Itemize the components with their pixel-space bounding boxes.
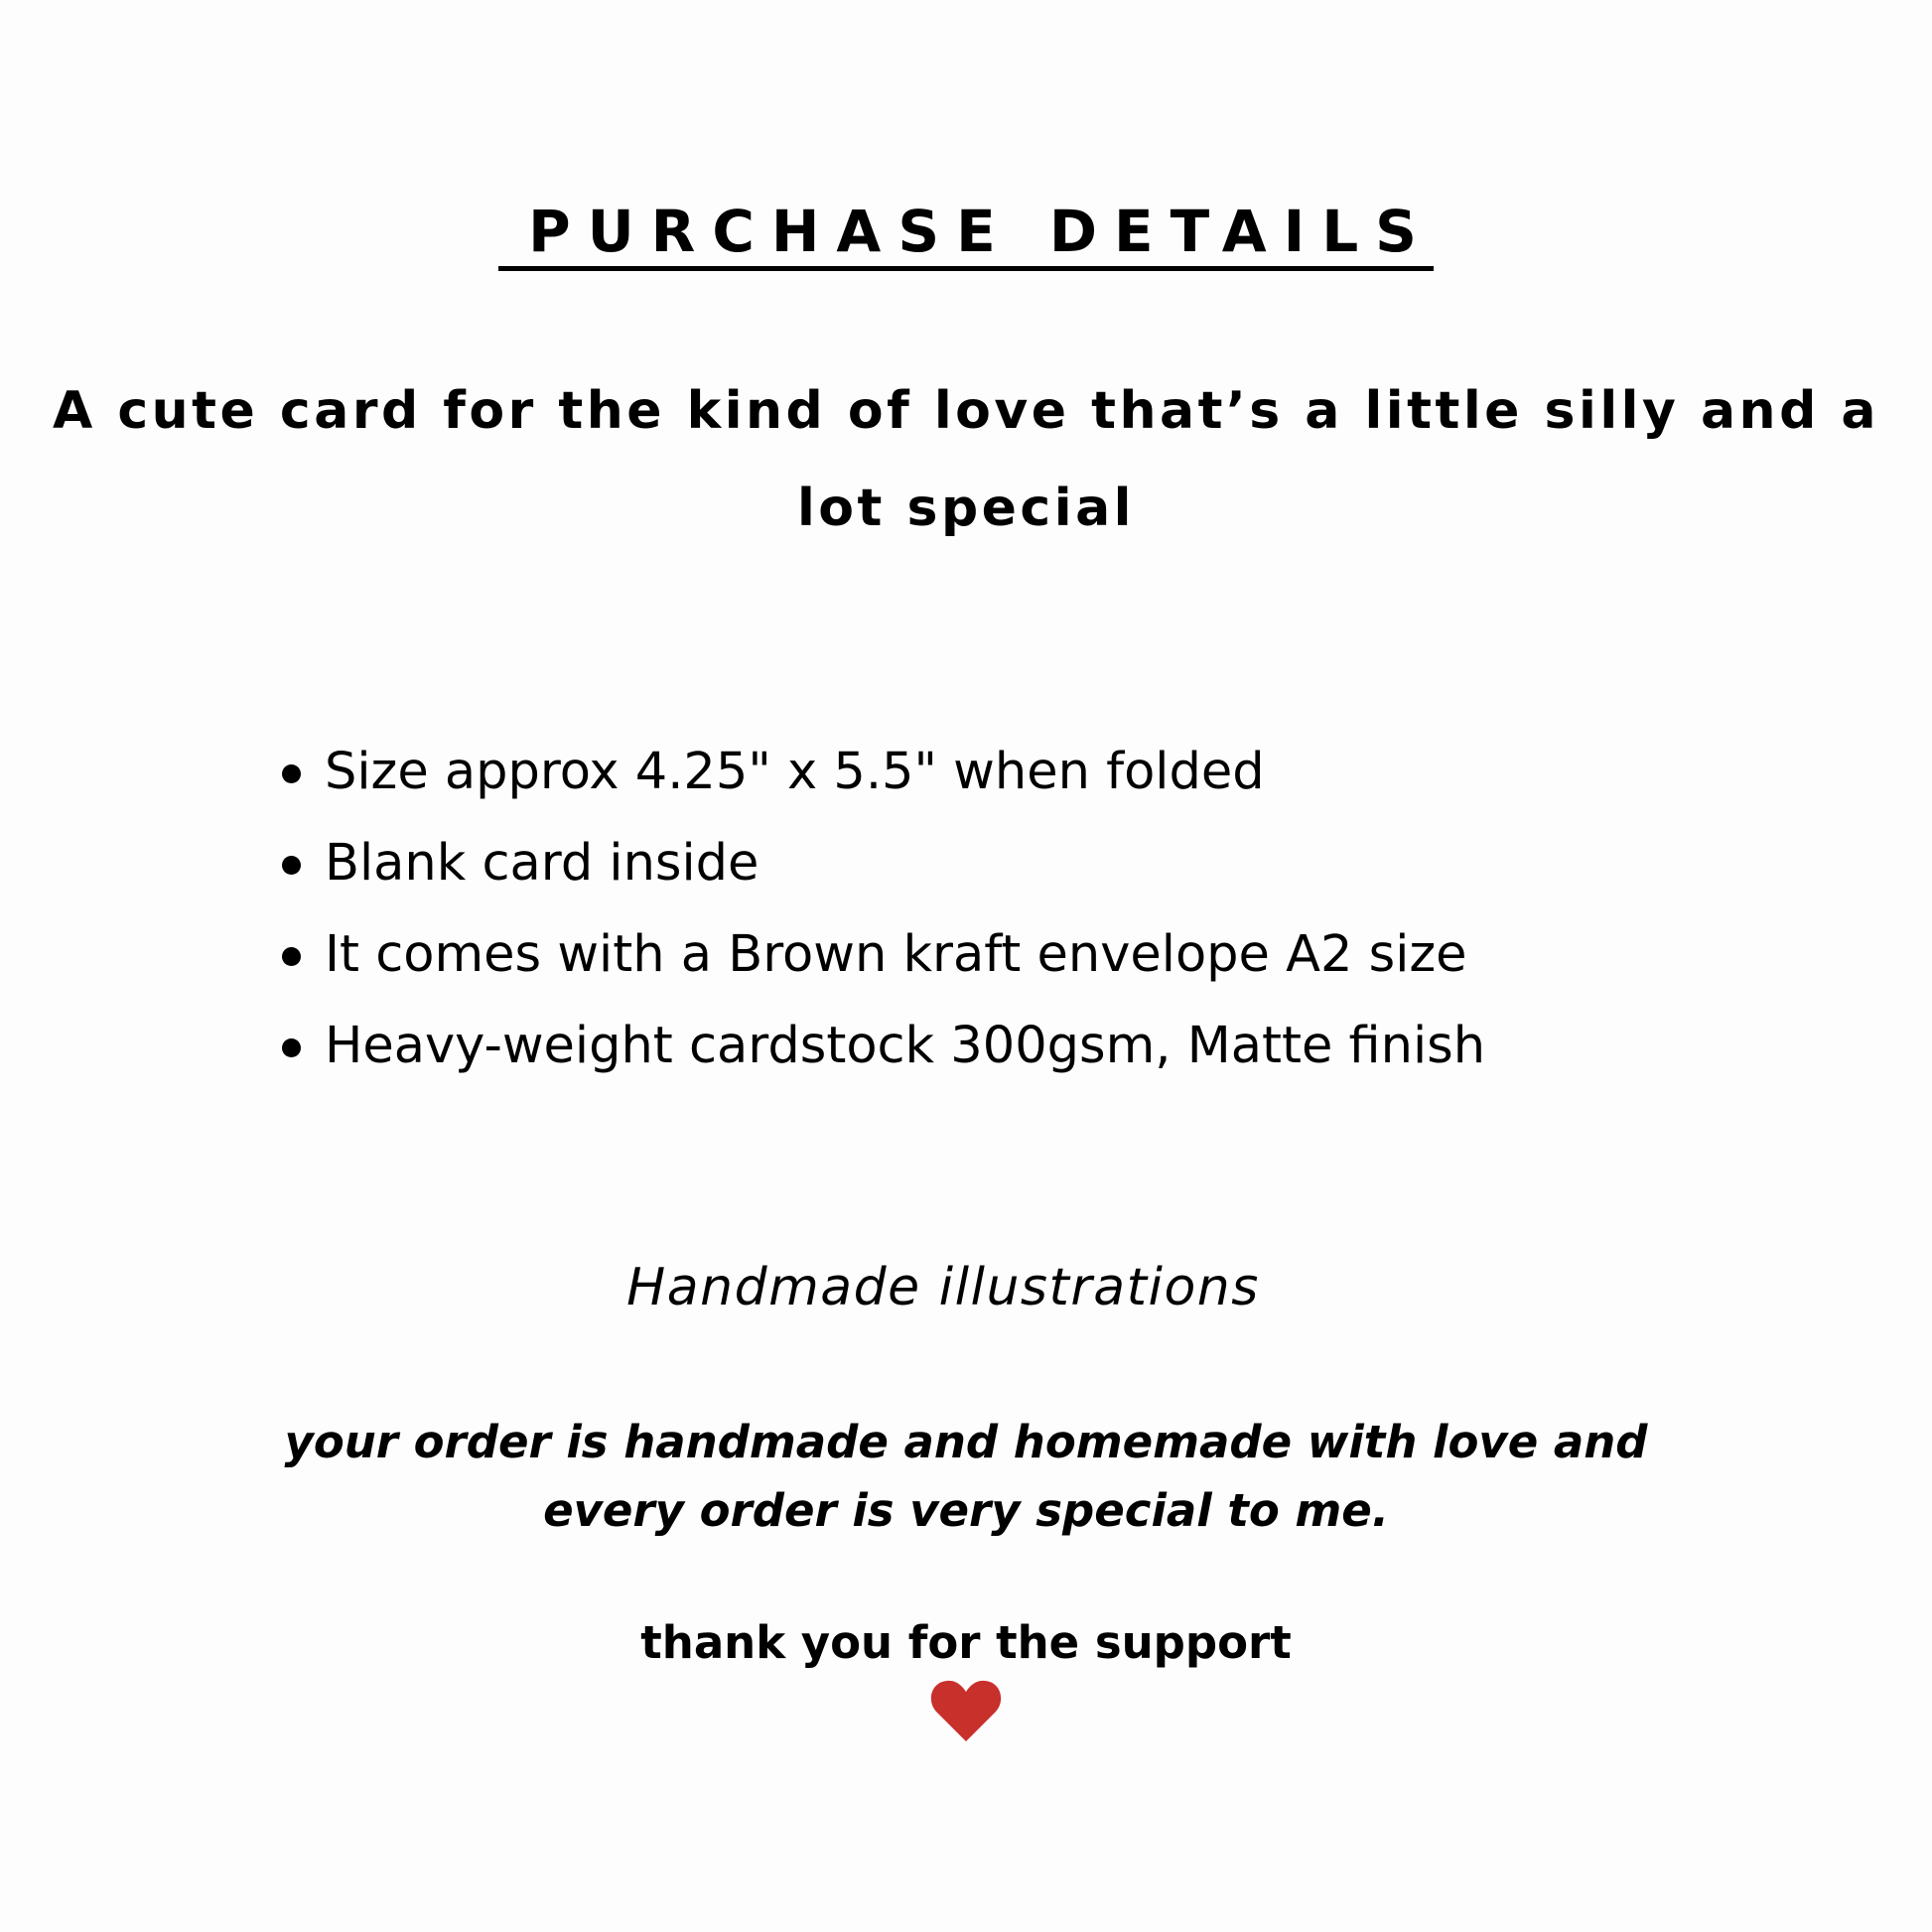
- feature-text: Blank card inside: [325, 834, 759, 893]
- heart-icon: [930, 1678, 1002, 1743]
- page-title: [0, 197, 1932, 271]
- feature-list: [281, 727, 1485, 1092]
- order-note-line-2: every order is very special to me.: [543, 1484, 1389, 1537]
- list-item: [281, 818, 1485, 909]
- page-title-text: PURCHASE DETAILS: [498, 197, 1434, 271]
- order-note: [0, 1408, 1932, 1545]
- list-item: [281, 727, 1485, 818]
- bullet-icon: [282, 856, 301, 875]
- handmade-note: Handmade illustrations: [626, 1258, 1260, 1317]
- bullet-icon: [282, 947, 301, 966]
- order-note-line-1: your order is handmade and homemade with love and: [284, 1416, 1648, 1468]
- list-item: [281, 909, 1485, 1001]
- list-item: [281, 1001, 1485, 1092]
- feature-text: It comes with a Brown kraft envelope A2 size: [325, 925, 1467, 984]
- product-tagline: A cute card for the kind of love that’s a little silly and a lot special: [52, 381, 1879, 538]
- feature-text: Heavy-weight cardstock 300gsm, Matte finish: [325, 1017, 1486, 1075]
- bullet-icon: [282, 1038, 301, 1057]
- bullet-icon: [282, 764, 301, 783]
- thank-you-text: thank you for the support: [640, 1616, 1292, 1669]
- feature-text: Size approx 4.25" x 5.5" when folded: [325, 743, 1265, 801]
